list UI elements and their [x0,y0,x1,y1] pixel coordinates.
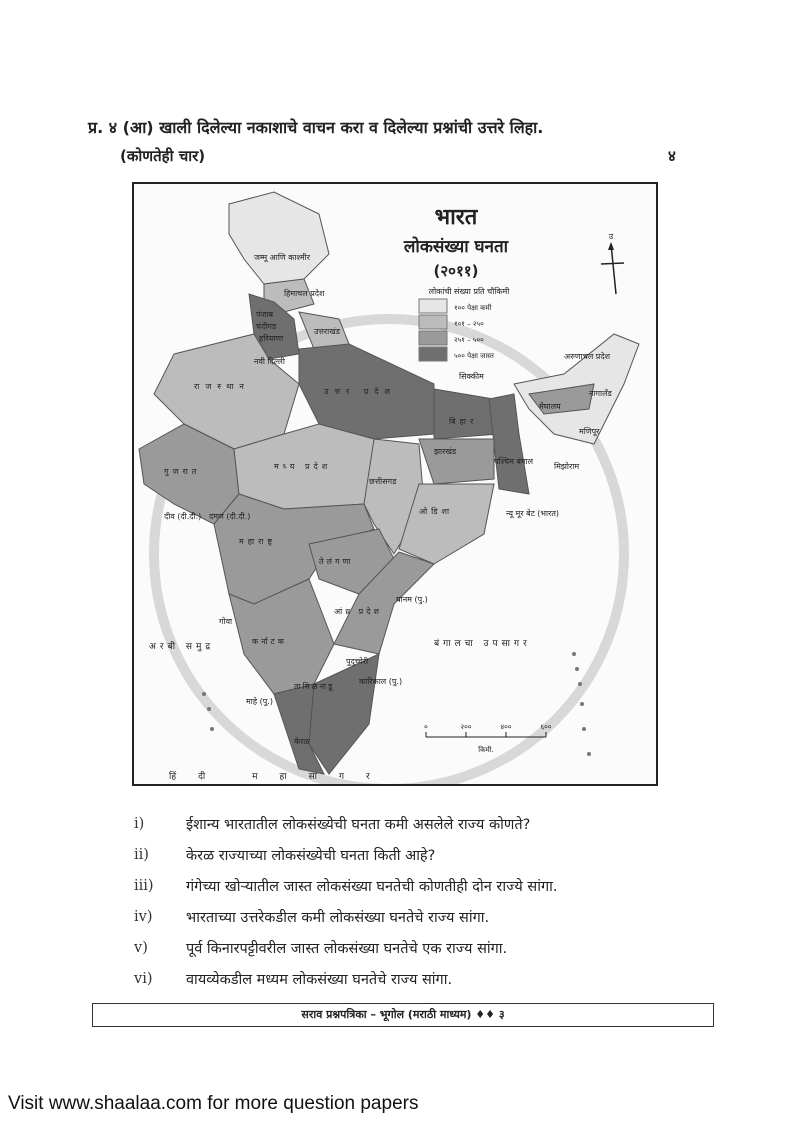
label-gj: गुजरात [164,467,201,476]
legend-swatch [419,315,447,329]
label-hp: हिमाचल प्रदेश [284,289,325,298]
legend-label: ५०० पेक्षा जास्त [454,352,494,360]
label-ml: मेघालय [539,402,561,411]
question-text: गंगेच्या खोऱ्यातील जास्त लोकसंख्या घनतेची कोणतीही दोन राज्ये सांगा. [186,878,558,895]
scale-tick: ४०० [500,723,512,731]
label-jh: झारखंड [434,447,457,456]
question-item [134,839,714,870]
question-item [134,901,714,932]
question-heading: प्र. ४ (आ) खाली दिलेल्या नकाशाचे वाचन करा व दिलेल्या प्रश्नांची उत्तरे लिहा. [88,118,544,137]
question-instruction: (कोणतेही चार) [120,147,206,165]
question-number: vi) [134,970,153,987]
legend-swatch [419,331,447,345]
map-year: (२०११) [433,262,479,280]
scale-tick: ६०० [540,723,552,731]
question-item [134,932,714,963]
page-footer: सराव प्रश्नपत्रिका – भूगोल (मराठी माध्यम) ♦♦ ३ [92,1003,714,1027]
label-hr: हरियाणा [259,334,284,343]
legend-title: लोकांची संख्या प्रति चौकिमी [428,287,510,296]
question-text: भारताच्या उत्तरेकडील कमी लोकसंख्या घनतेचे राज्य सांगा. [186,909,490,926]
question-number: iv) [134,908,153,925]
label-daman: दमण (दी.दी.) [209,512,251,521]
question-text: पूर्व किनारपट्टीवरील जास्त लोकसंख्या घनतेचे एक राज्य सांगा. [186,940,508,957]
label-bay-of-bengal: बंगालचा उपसागर [434,639,531,649]
label-new-moore: न्यू मूर बेट (भारत) [506,509,560,518]
region-jk [229,192,329,284]
label-ar: अरुणाचल प्रदेश [564,352,611,361]
label-ka: कर्नाटक [252,637,287,646]
north-arrow-icon [601,232,624,294]
label-indian-ocean: हिंदी महासागर [169,772,392,782]
label-karaikal: कारिकाल (पु.) [359,677,403,686]
region-jh [419,439,494,484]
question-marks: ४ [668,147,676,165]
label-tg: तेलंगणा [319,557,354,566]
question-item [134,808,714,839]
label-dl: नवी दिल्ली [254,357,285,366]
legend-label: २५१ – ५०० [454,336,484,344]
region-br [434,389,499,439]
map-subtitle: लोकसंख्या घनता [403,237,509,257]
question-number: iii) [134,877,154,894]
label-jk: जम्मू आणि काश्मीर [254,253,310,262]
question-number: i) [134,815,145,832]
question-text: वायव्येकडील मध्यम लोकसंख्या घनतेचे राज्य सांगा. [186,971,453,988]
label-up: उत्तर प्रदेश [324,387,396,396]
question-item [134,963,714,994]
label-od: ओडिशा [419,507,454,516]
map-title: भारत [434,205,478,230]
question-number: v) [134,939,148,956]
label-rj: राजस्थान [194,382,250,391]
question-text: केरळ राज्याच्या लोकसंख्येची घनता किती आहे? [186,847,436,864]
legend-swatch [419,299,447,313]
scale-unit: किमी. [478,746,494,754]
label-diu: दीव (दी.दी.) [164,512,202,521]
label-wb: पश्चिम बंगाल [494,457,533,466]
scale-tick: ० [424,723,428,731]
question-text: ईशान्य भारतातील लोकसंख्येची घनता कमी असलेले राज्य कोणते? [186,816,531,833]
label-py: पुदुच्चेरी [346,657,369,666]
label-cg: छत्तीसगड [369,477,397,486]
label-ch: चंदीगड [256,322,277,331]
label-br: बिहार [449,417,478,426]
label-mh: महाराष्ट्र [239,537,277,546]
question-list [134,808,714,994]
label-pb: पंजाब [256,310,274,319]
label-uk: उत्तराखंड [314,327,341,336]
visit-link-text[interactable]: Visit www.shaalaa.com for more question papers [8,1093,419,1114]
label-mz: मिझोराम [554,462,580,471]
label-yanam: यानम (पु.) [396,595,428,604]
label-ap: आंध्र प्रदेश [334,607,382,616]
label-ga: गोवा [219,617,233,626]
label-mn: मणिपूर [579,427,600,436]
legend-swatch [419,347,447,361]
question-number: ii) [134,846,149,863]
label-nl: नागालँड [589,389,612,398]
label-arabian-sea: अरबी समुद्र [149,642,215,652]
label-sk: सिक्कीम [459,372,484,381]
region-wb [489,394,529,494]
label-mp: मध्य प्रदेश [274,462,332,471]
legend-label: १०१ – २५० [454,320,484,328]
label-kl: केरळ [294,737,310,746]
india-population-density-map [132,182,658,786]
scale-tick: २०० [460,723,472,731]
north-label: उ [608,232,614,241]
legend-label: १०० पेक्षा कमी [454,304,492,312]
label-mahe: माहे (पु.) [246,697,273,706]
label-tn: तामिळनाडू [294,682,335,691]
question-item [134,870,714,901]
